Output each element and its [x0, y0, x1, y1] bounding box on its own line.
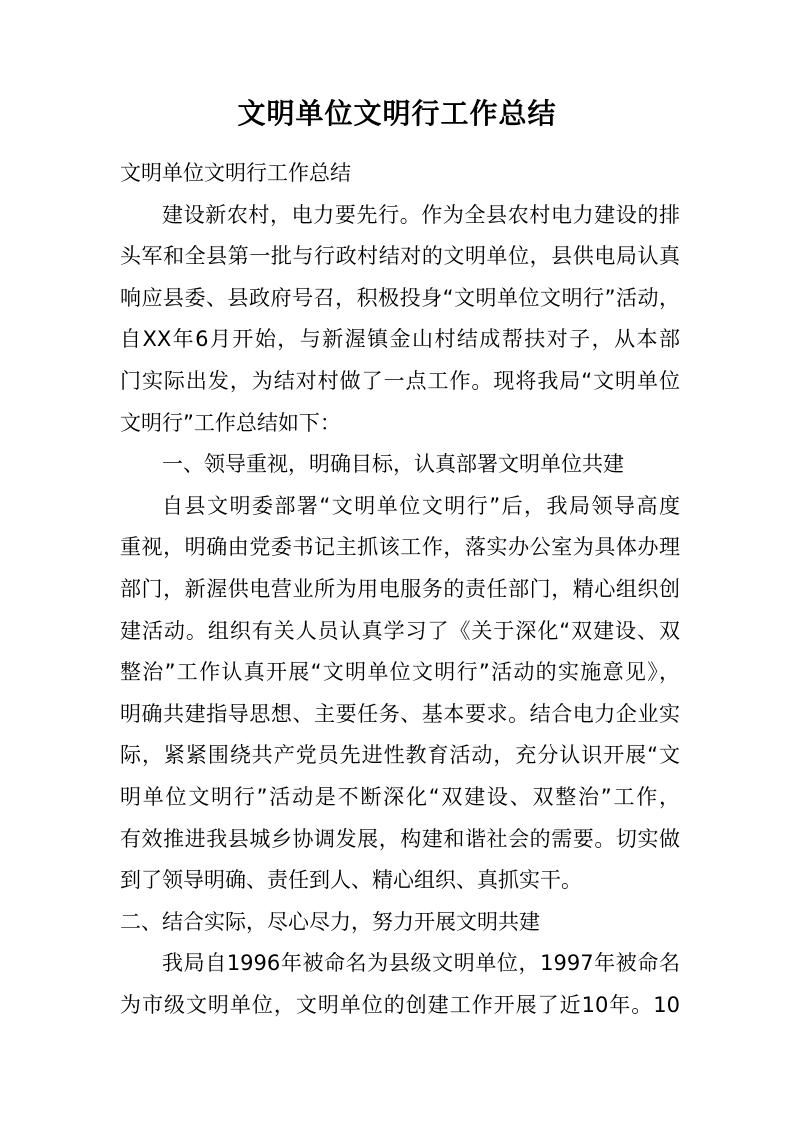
text-line: 门实际出发，为结对村做了一点工作。现将我局“文明单位 — [120, 368, 680, 393]
text-line: 一、领导重视，明确目标，认真部署文明单位共建 — [162, 452, 624, 477]
text-line: 际，紧紧围绕共产党员先进性教育活动，充分认识开展“文 — [120, 743, 680, 768]
text-line: 响应县委、县政府号召，积极投身“文明单位文明行”活动， — [120, 285, 680, 310]
text-line: 部门，新渥供电营业所为用电服务的责任部门，精心组织创 — [120, 576, 680, 601]
text-line: 自县文明委部署“文明单位文明行”后，我局领导高度 — [162, 493, 680, 518]
text-line: 明单位文明行”活动是不断深化“双建设、双整治”工作， — [120, 784, 680, 809]
text-line: 自XX年6月开始，与新渥镇金山村结成帮扶对子，从本部 — [120, 327, 680, 352]
text-line: 文明行”工作总结如下： — [120, 410, 341, 435]
text-line: 头军和全县第一批与行政村结对的文明单位，县供电局认真 — [120, 244, 680, 269]
text-line: 建活动。组织有关人员认真学习了《关于深化“双建设、双 — [120, 618, 680, 643]
text-line: 明确共建指导思想、主要任务、基本要求。结合电力企业实 — [120, 701, 680, 726]
text-line: 建设新农村，电力要先行。作为全县农村电力建设的排 — [162, 202, 680, 227]
document-body — [120, 153, 680, 1026]
text-line: 我局自1996年被命名为县级文明单位，1997年被命名 — [162, 951, 680, 976]
text-line: 整治”工作认真开展“文明单位文明行”活动的实施意见》， — [120, 660, 680, 685]
document-title: 文明单位文明行工作总结 — [237, 97, 557, 130]
text-line: 二、结合实际，尽心尽力，努力开展文明共建 — [120, 909, 540, 934]
text-line: 到了领导明确、责任到人、精心组织、真抓实干。 — [120, 868, 582, 893]
text-line: 有效推进我县城乡协调发展，构建和谐社会的需要。切实做 — [120, 826, 680, 851]
text-line: 重视，明确由党委书记主抓该工作，落实办公室为具体办理 — [120, 535, 680, 560]
text-line: 为市级文明单位，文明单位的创建工作开展了近10年。10 — [120, 992, 680, 1017]
text-line: 文明单位文明行工作总结 — [120, 161, 351, 185]
